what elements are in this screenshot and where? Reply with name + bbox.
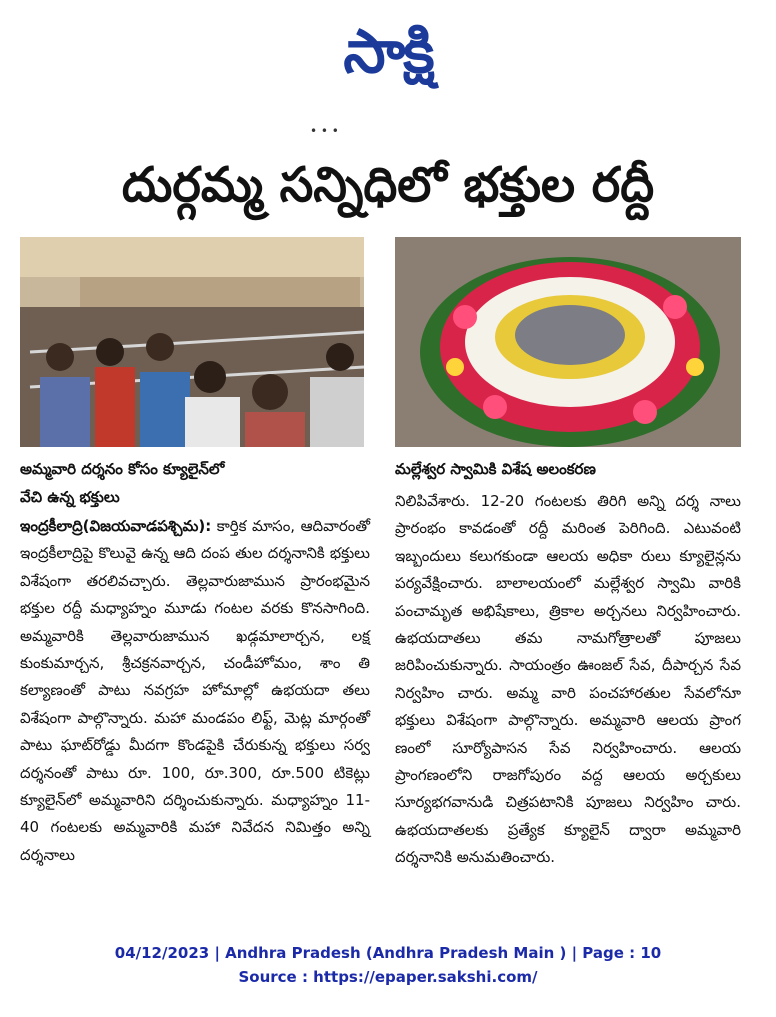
headline: దుర్గమ్మ సన్నిధిలో భక్తుల రద్దీ: [121, 157, 655, 213]
article-text-left: కార్తిక మాసం, ఆదివారంతో ఇంద్రకీలాద్రిపై కొలువై ఉన్న ఆది దంప తుల దర్శనానికి భక్తులు విశేషంగా తరలివచ్చారు. తెల్లవారుజామున ప్రారంభమైన భక్తుల రద్దీ మధ్యాహ్నం మూడు గంటల వరకు కొనసాగింది. అమ్మవారికి తెల్లవారుజామున ఖడ్గమాలార్చన, లక్ష కుంకుమార్చన, శ్రీచక్రనవార్చన, చండీహోమం, శాం తి కల్యాణంతో పాటు నవగ్రహ హోమాల్లో ఉభయదా తలు విశేషంగా పాల్గొన్నారు. మహా మండపం లిఫ్ట్, మెట్ల మార్గంతో పాటు ఘాట్‌రోడ్డు మీదగా కొండపైకి చేరుకున్న భక్తులు సర్వ దర్శనంతో పాటు రూ. 100, రూ.300, రూ.500 టికెట్లు క్యూలైన్‌లో అమ్మవారిని దర్శించుకున్నారు. మధ్యాహ్నం 11-40 గంటలకు అమ్మవారికి మహా నివేదన నిమిత్తం అన్ని దర్శనాలు: [20, 517, 370, 864]
masthead-logo: [270, 12, 506, 92]
photo-caption-right: మల్లేశ్వర స్వామికి విశేష అలంకరణ: [395, 460, 596, 478]
queue-photo: [20, 237, 364, 447]
footer-source: Source : https://epaper.sakshi.com/: [238, 968, 538, 986]
article-column-left: [20, 513, 370, 869]
photo-caption-left: [20, 455, 370, 511]
masthead-name: సాక్షి: [343, 17, 433, 87]
article-column-right: నిలిపివేశారు. 12-20 గంటలకు తిరిగి అన్ని దర్శ నాలు ప్రారంభం కావడంతో రద్దీ మరింత పెరిగింది. ఎటువంటి ఇబ్బందులు కలుగకుండా ఆలయ అధికా రులు క్యూలైన్లను పర్యవేక్షించారు. బాలాలయంలో మల్లేశ్వర స్వామి వారికి పంచామృత అభిషేకాలు, త్రికాల అర్చనలు నిర్వహించారు. ఉభయదాతలు తమ నామగోత్రాలతో పూజలు జరిపించుకున్నారు. సాయంత్రం ఊంజల్ సేవ, దీపార్చన సేవ నిర్వహిం చారు. అమ్మ వారి పంచహారతుల సేవలోనూ భక్తులు విశేషంగా పాల్గొన్నారు. అమ్మవారి ఆలయ ప్రాంగ ణంలో సూర్యోపాసన సేవ నిర్వహించారు. ఆలయ ప్రాంగణంలోని రాజగోపురం వద్ద ఆలయ అర్చకులు సూర్యభగవానుడి చిత్రపటానికి పూజలు నిర్వహిం చారు. ఉభయదాతలకు ప్రత్యేక క్యూలైన్ ద్వారా అమ్మవారి దర్శనానికి అనుమతించారు.: [395, 492, 741, 867]
caption-line: వేచి ఉన్న భక్తులు: [20, 488, 120, 506]
footer-info: 04/12/2023 | Andhra Pradesh (Andhra Pradesh Main ) | Page : 10: [114, 944, 662, 962]
flower-decoration-photo: [395, 237, 741, 447]
dateline: ఇంద్రకీలాద్రి(విజయవాడపశ్చిమ):: [20, 517, 212, 535]
masthead-dots: • • •: [310, 124, 339, 138]
caption-line: అమ్మవారి దర్శనం కోసం క్యూలైన్‌లో: [20, 460, 225, 478]
